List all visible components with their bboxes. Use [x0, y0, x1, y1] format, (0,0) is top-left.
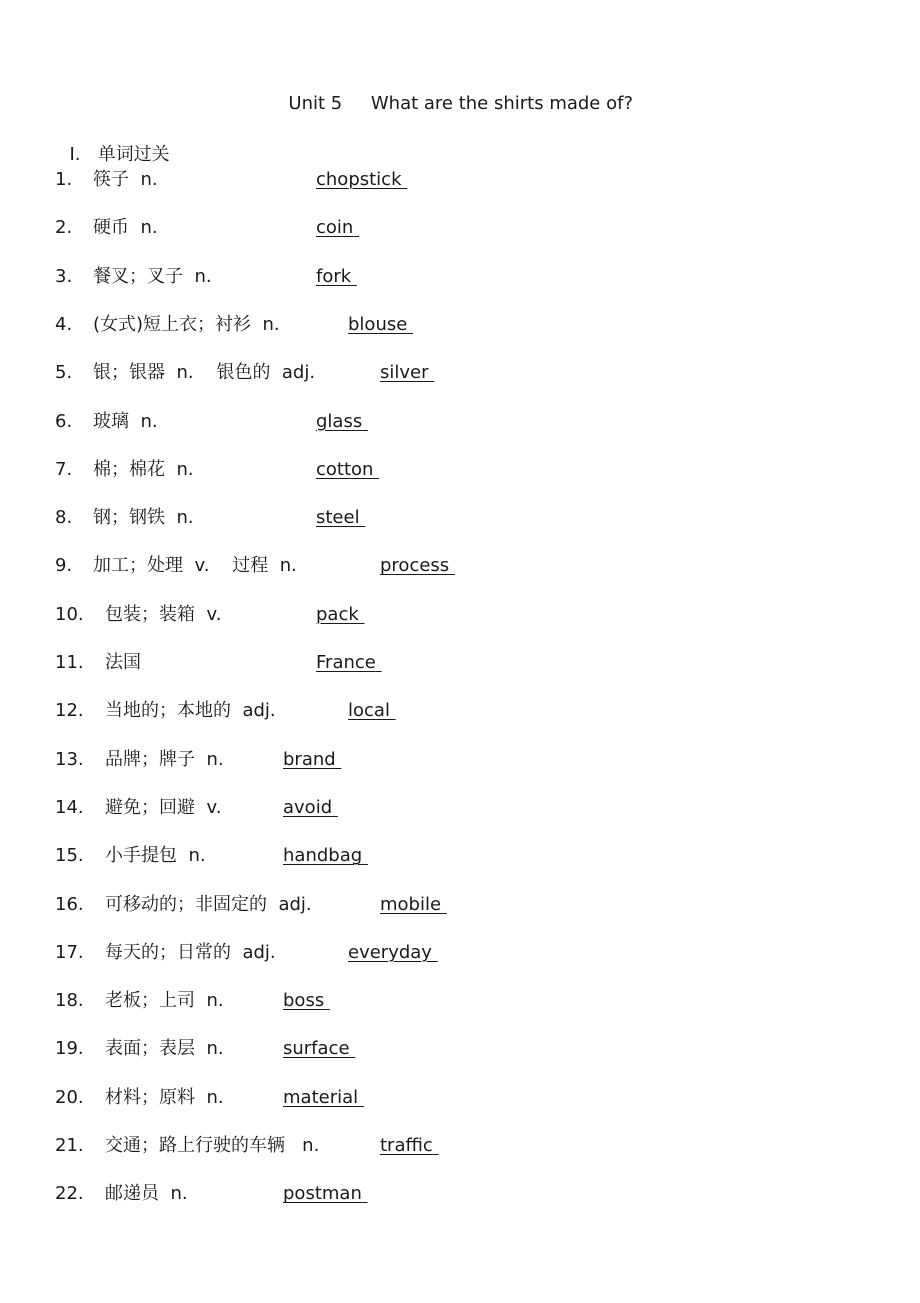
item-number: 18.	[55, 990, 84, 1012]
vocab-item	[0, 360, 900, 386]
item-number: 5.	[55, 362, 73, 384]
item-number: 4.	[55, 313, 73, 335]
item-number: 14.	[55, 796, 84, 818]
item-definition: 避免；回避 v.	[105, 796, 222, 818]
item-answer: handbag	[283, 845, 363, 867]
item-answer: chopstick	[316, 169, 402, 190]
vocab-item	[0, 795, 900, 821]
item-number: 3.	[55, 265, 73, 287]
item-number: 8.	[55, 507, 73, 529]
item-answer: surface	[283, 1038, 350, 1060]
item-answer: coin	[316, 217, 354, 239]
item-definition: 加工；处理 v. 过程 n.	[93, 555, 297, 577]
vocab-item	[0, 1133, 900, 1159]
item-definition: 筷子 n.	[93, 169, 158, 190]
item-definition: (女式)短上衣；衬衫 n.	[93, 313, 280, 335]
item-answer: boss	[283, 990, 325, 1012]
item-answer: avoid	[283, 796, 333, 818]
item-number: 16.	[55, 893, 84, 915]
item-number: 2.	[55, 217, 73, 239]
item-number: 10.	[55, 603, 84, 625]
item-number: 6.	[55, 410, 73, 432]
item-answer: blouse	[348, 313, 408, 335]
item-definition: 品牌；牌子 n.	[105, 748, 224, 770]
item-definition: 当地的；本地的 adj.	[105, 700, 276, 722]
item-answer: mobile	[380, 893, 442, 915]
item-answer: process	[380, 555, 450, 577]
vocab-item	[0, 602, 900, 628]
item-definition: 小手提包 n.	[105, 845, 206, 867]
vocab-item	[0, 264, 900, 290]
vocab-item	[0, 1036, 900, 1062]
item-definition: 邮递员 n.	[105, 1183, 188, 1205]
item-definition: 每天的；日常的 adj.	[105, 941, 276, 963]
item-answer: silver	[380, 362, 429, 384]
vocab-item	[0, 457, 900, 483]
item-answer: cotton	[316, 458, 374, 480]
vocab-item	[0, 988, 900, 1014]
item-number: 19.	[55, 1038, 84, 1060]
item-number: 7.	[55, 458, 73, 480]
item-answer: traffic	[380, 1135, 433, 1156]
vocab-item	[0, 1181, 900, 1207]
vocab-item	[0, 747, 900, 773]
item-number: 9.	[55, 555, 73, 577]
item-answer: postman	[283, 1183, 362, 1205]
vocab-item	[0, 409, 900, 435]
vocab-item	[0, 215, 900, 241]
item-definition: 可移动的；非固定的 adj.	[105, 893, 312, 915]
vocab-item	[0, 312, 900, 338]
item-answer: fork	[316, 265, 352, 287]
item-definition: 银；银器 n. 银色的 adj.	[93, 362, 316, 384]
item-definition: 交通；路上行驶的车辆 n.	[105, 1135, 320, 1156]
vocab-item	[0, 892, 900, 918]
item-definition: 包装；装箱 v.	[105, 603, 222, 625]
vocab-item	[0, 940, 900, 966]
unit-question: What are the shirts made of?	[370, 93, 634, 114]
vocab-item	[0, 650, 900, 676]
section-heading	[58, 119, 170, 166]
vocab-item	[0, 698, 900, 724]
unit-label: Unit 5	[288, 93, 343, 114]
vocab-item	[0, 553, 900, 579]
item-number: 12.	[55, 700, 84, 722]
item-definition: 表面；表层 n.	[105, 1038, 224, 1060]
item-definition: 餐叉；叉子 n.	[93, 265, 212, 287]
item-definition: 材料；原料 n.	[105, 1086, 224, 1108]
item-answer: glass	[316, 410, 363, 432]
item-number: 17.	[55, 941, 84, 963]
item-answer: pack	[316, 603, 359, 625]
item-answer: everyday	[348, 941, 432, 963]
item-definition: 玻璃 n.	[93, 410, 158, 432]
item-number: 11.	[55, 652, 84, 673]
item-number: 20.	[55, 1086, 84, 1108]
item-definition: 老板；上司 n.	[105, 990, 224, 1012]
vocab-item	[0, 167, 900, 193]
item-answer: material	[283, 1086, 359, 1108]
page-title	[0, 72, 910, 114]
item-answer: steel	[316, 507, 360, 529]
item-definition: 硬币 n.	[93, 217, 158, 239]
item-answer: France	[316, 652, 376, 673]
item-number: 22.	[55, 1183, 84, 1205]
vocab-item	[0, 1085, 900, 1111]
item-answer: local	[348, 700, 390, 722]
item-definition: 钢；钢铁 n.	[93, 507, 194, 529]
vocab-item	[0, 505, 900, 531]
section-title: 单词过关	[97, 144, 170, 165]
item-definition: 棉；棉花 n.	[93, 458, 194, 480]
item-definition: 法国	[105, 652, 141, 673]
item-number: 15.	[55, 845, 84, 867]
item-answer: brand	[283, 748, 336, 770]
section-marker: Ⅰ.	[69, 144, 81, 165]
item-number: 21.	[55, 1135, 84, 1156]
item-number: 13.	[55, 748, 84, 770]
item-number: 1.	[55, 169, 73, 190]
vocab-item	[0, 843, 900, 869]
